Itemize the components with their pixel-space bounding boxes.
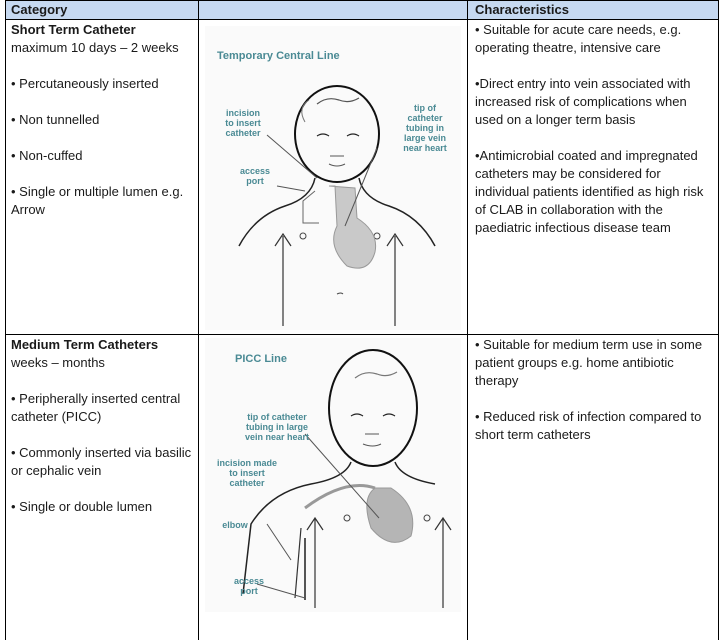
row-divider xyxy=(5,334,719,335)
svg-text:to insert: to insert xyxy=(229,468,265,478)
table-border-left xyxy=(5,0,6,640)
svg-text:to insert: to insert xyxy=(225,118,261,128)
svg-text:tubing in large: tubing in large xyxy=(246,422,308,432)
svg-text:Temporary Central Line: Temporary Central Line xyxy=(217,50,340,62)
column-divider-1 xyxy=(198,0,199,640)
column-divider-2 xyxy=(467,0,468,640)
svg-text:access: access xyxy=(239,166,271,176)
characteristic-item: •Direct entry into vein associated with increased risk of complications when used on a longer term basis xyxy=(475,76,691,127)
svg-text:tubing in: tubing in xyxy=(406,123,444,133)
label-incision-1: incision xyxy=(225,108,261,118)
svg-text:tip of: tip of xyxy=(414,103,436,113)
svg-text:catheter: catheter xyxy=(225,128,261,138)
svg-text:PICC Line: PICC Line xyxy=(235,353,287,365)
header-category: Category xyxy=(11,2,68,17)
svg-text:access: access xyxy=(233,576,265,586)
catheter-table xyxy=(5,0,719,640)
svg-text:vein near heart: vein near heart xyxy=(244,432,310,442)
row-short-term-characteristics xyxy=(475,21,715,237)
svg-text:large vein: large vein xyxy=(403,133,447,143)
category-duration: maximum 10 days – 2 weeks xyxy=(11,40,179,55)
header-characteristics: Characteristics xyxy=(475,2,569,17)
svg-text:near heart: near heart xyxy=(403,143,447,153)
svg-text:port: port xyxy=(240,586,258,596)
category-bullet: • Non-cuffed xyxy=(11,148,83,163)
category-bullet: • Non tunnelled xyxy=(11,112,100,127)
characteristic-item: • Reduced risk of infection compared to short term catheters xyxy=(475,409,702,442)
characteristic-item: • Suitable for medium term use in some patient groups e.g. home antibiotic therapy xyxy=(475,337,703,388)
category-bullet: • Single or double lumen xyxy=(11,499,153,514)
table-border-right xyxy=(718,0,719,640)
svg-text:catheter: catheter xyxy=(229,478,265,488)
category-title: Short Term Catheter xyxy=(11,22,136,37)
svg-text:elbow: elbow xyxy=(222,520,248,530)
category-bullet: • Percutaneously inserted xyxy=(11,76,159,91)
svg-text:tip of catheter: tip of catheter xyxy=(247,412,307,422)
svg-text:catheter: catheter xyxy=(407,113,443,123)
row-medium-term-characteristics xyxy=(475,336,715,444)
category-bullet: • Commonly inserted via basilic or cephalic vein xyxy=(11,445,192,478)
row-medium-term-category xyxy=(11,336,196,516)
characteristic-item: • Suitable for acute care needs, e.g. operating theatre, intensive care xyxy=(475,22,682,55)
header-divider xyxy=(5,19,719,20)
category-bullet: • Single or multiple lumen e.g. Arrow xyxy=(11,184,184,217)
category-title: Medium Term Catheters xyxy=(11,337,159,352)
svg-text:port: port xyxy=(246,176,264,186)
category-bullet: • Peripherally inserted central catheter (PICC) xyxy=(11,391,181,424)
temporary-central-line-illustration xyxy=(205,26,461,330)
svg-text:incision made: incision made xyxy=(216,458,278,468)
category-duration: weeks – months xyxy=(11,355,105,370)
characteristic-item: •Antimicrobial coated and impregnated catheters may be considered for individual patients identified as high risk of CLAB in collaboration with the paediatric infectious disease team xyxy=(475,148,704,235)
table-header-row xyxy=(5,0,719,20)
picc-line-illustration xyxy=(205,338,461,612)
row-short-term-category xyxy=(11,21,196,219)
